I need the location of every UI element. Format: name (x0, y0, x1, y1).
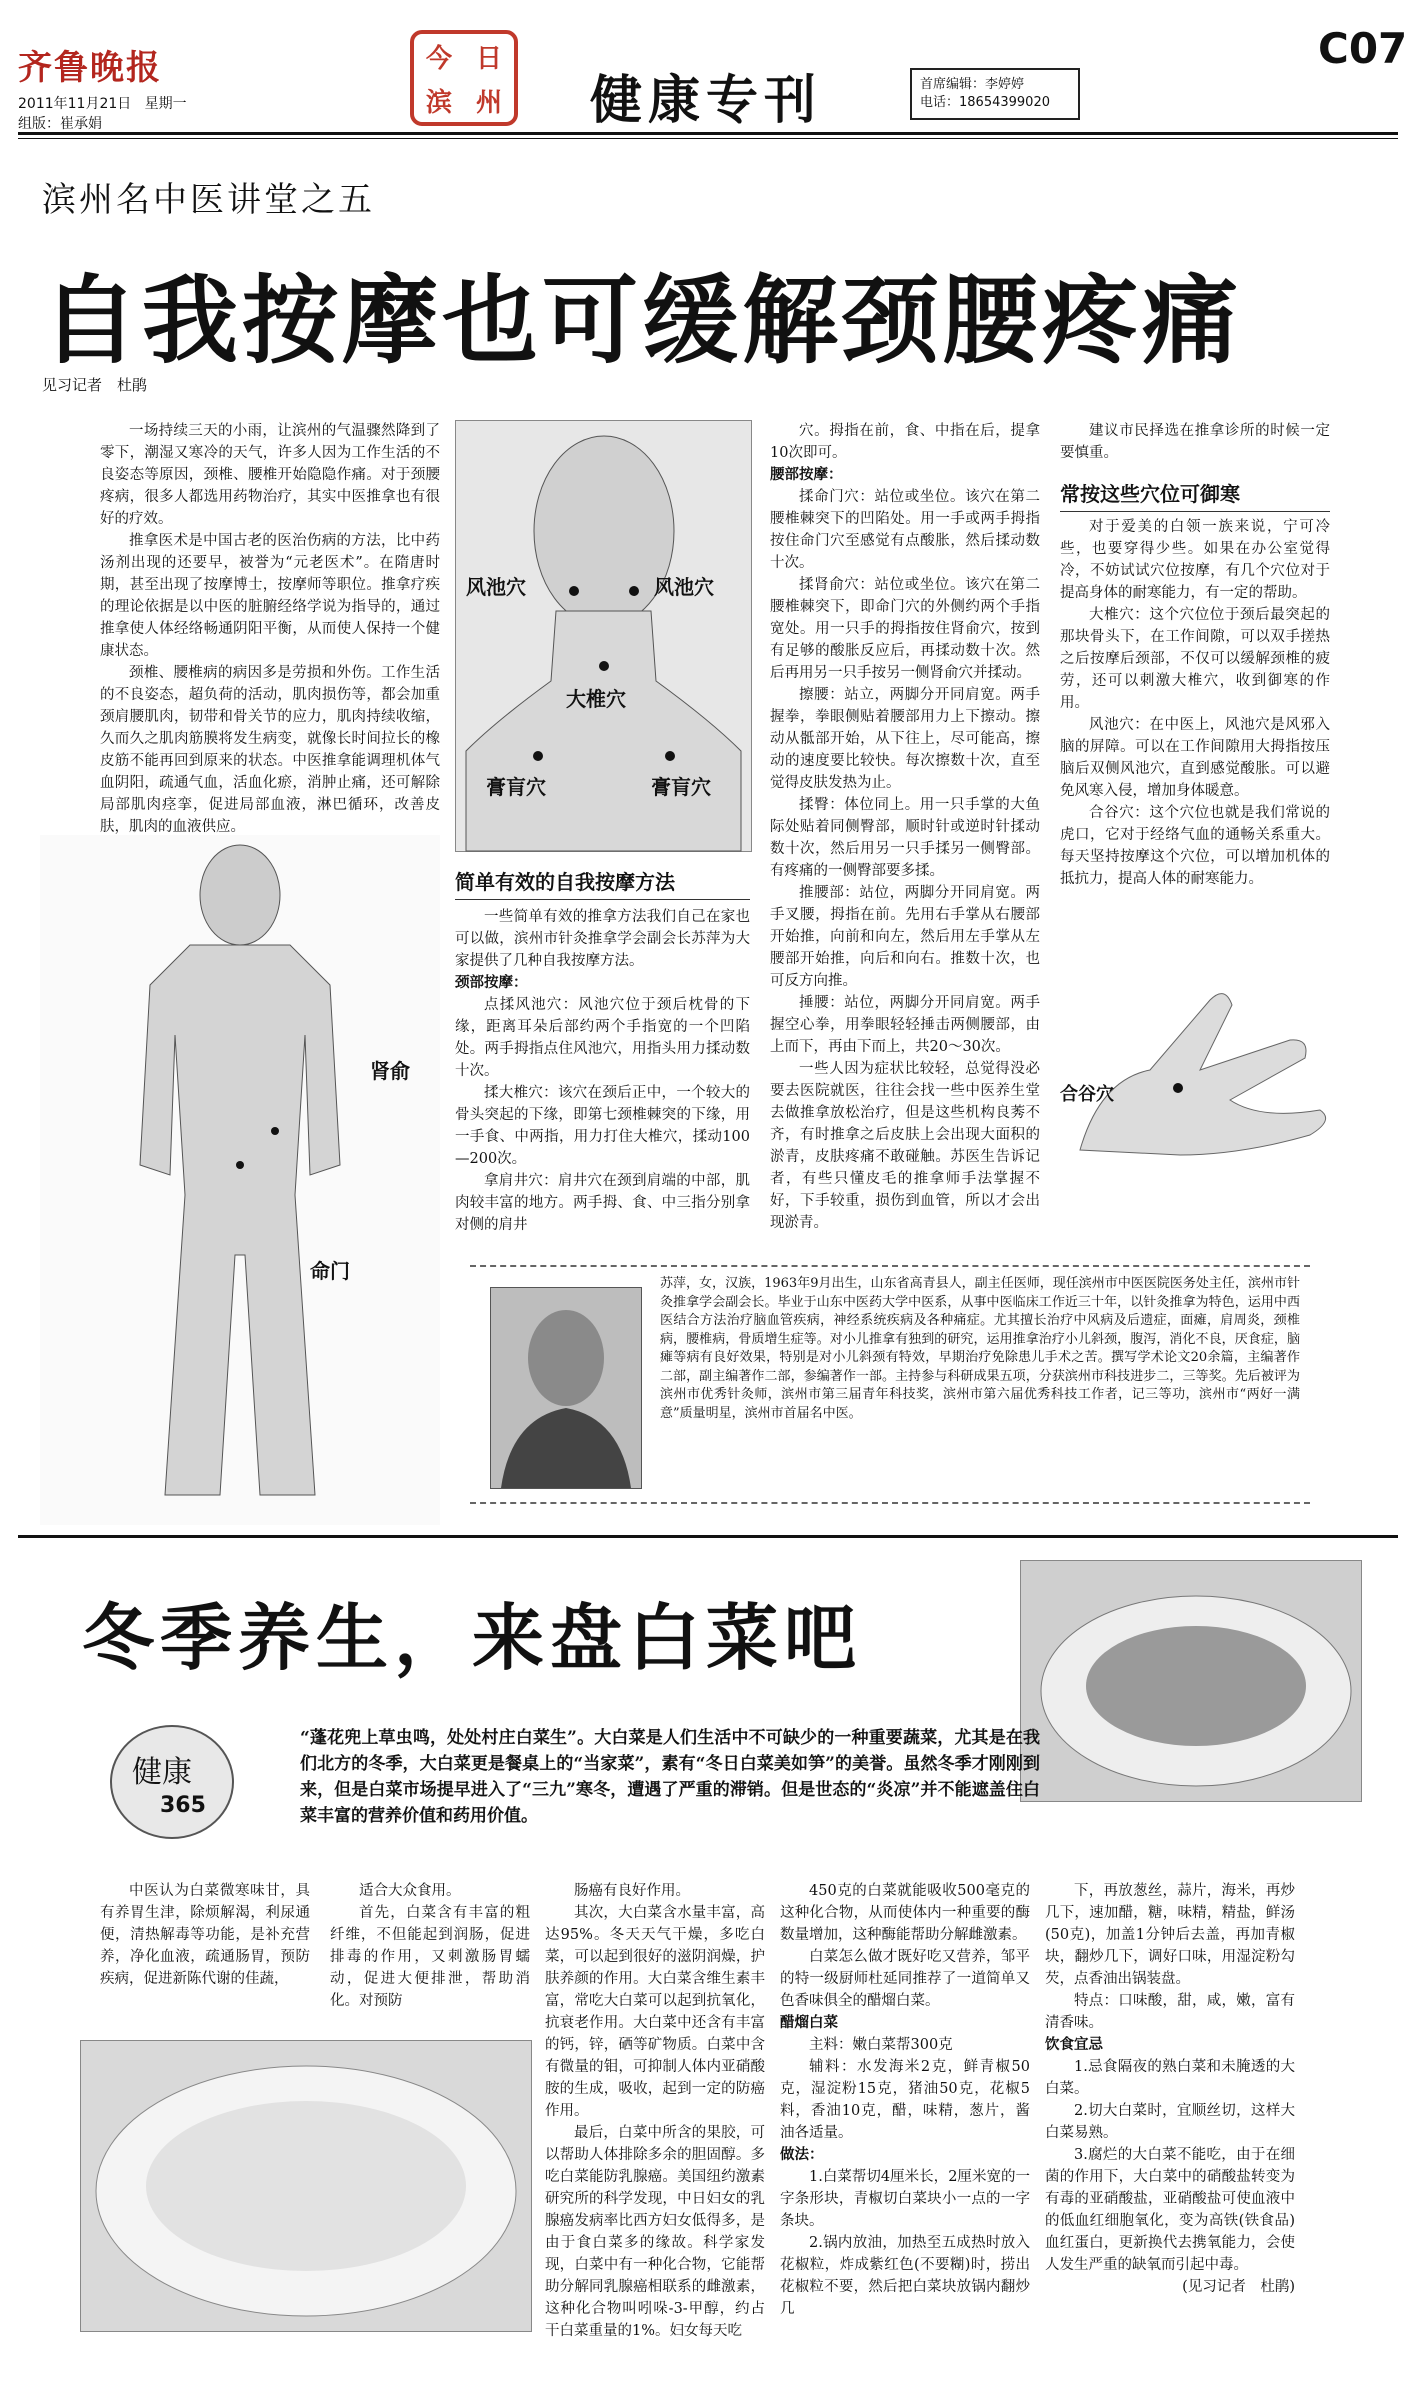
body-acupoint-figure (40, 835, 440, 1525)
article1-column-4-top: 建议市民择选在推拿诊所的时候一定要慎重。 (1060, 423, 1330, 461)
section-title: 健康专刊 (590, 70, 823, 131)
article1-column-4: 对于爱美的白领一族来说，宁可冷些，也要穿得少些。如果在办公室觉得冷，不妨试试穴位按摩，有几个穴位对于提高身体的耐寒能力，有一定的帮助。 大椎穴：这个穴位位于颈后最突起的那块骨头下，在工作间隙，可以双手搓热之后按摩后颈部，不仅可以缓解颈椎的疲劳，还可以刺激大椎穴，收到御寒的作用。 风池穴：在中医上，风池穴是风邪入脑的屏障。可以在工作间隙用大拇指按压脑后双侧风池穴，直到感觉酸胀。可以避免风寒入侵，增加身体暖意。 合谷穴：这个穴位也就是我们常说的虎口，它对于经络气血的通畅关系重大。每天坚持按摩这个穴位，可以增加机体的抵抗力，提高人体的耐寒能力。 (1060, 519, 1330, 887)
editor-phone: 电话：18654399020 (920, 95, 1050, 110)
label-fengchi-right: 风池穴 (654, 575, 714, 599)
issue-info (18, 94, 187, 134)
label-gaohuang-right: 膏肓穴 (651, 775, 711, 799)
label-dazhui: 大椎穴 (566, 687, 626, 711)
article2-column-3: 肠癌有良好作用。 其次，大白菜含水量丰富，高达95%。冬天天气干燥，多吃白菜，可以起到很好的滋阴润燥，护肤养颜的作用。大白菜含维生素丰富，常吃大白菜可以起到抗氧化，抗衰老作用。大白菜中还含有丰富的钙，锌，硒等矿物质。白菜中含有微量的钼，可抑制人体内亚硝酸胺的生成，吸收，起到一定的防癌作用。 最后，白菜中所含的果胶，可以帮助人体排除多余的胆固醇。多吃白菜能防乳腺癌。美国纽约激素研究所的科学发现，中日妇女的乳腺癌发病率比西方妇女低得多，是由于食白菜多的缘故。科学家发现，白菜中有一种化合物，它能帮助分解同乳腺癌相联系的雌激素，这种化合物叫吲哚-3-甲醇，约占干白菜重量的1%。妇女每天吃 (545, 1883, 765, 2339)
hand-acupoint-figure (1060, 960, 1340, 1155)
cabbage-bowl-photo (80, 2040, 532, 2332)
article-byline: 见习记者 杜鹃 (42, 376, 148, 394)
label-fengchi-left: 风池穴 (466, 575, 526, 599)
article2-intro: “蓬花兜上草虫鸣，处处村庄白菜生”。大白菜是人们生活中不可缺少的一种重要蔬菜，尤其是在我们北方的冬季，大白菜更是餐桌上的“当家菜”，素有“冬日白菜美如笋”的美誉。虽然冬季才刚刚到来，但是白菜市场提早进入了“三九”寒冬，遭遇了严重的滞销。但是世态的“炎凉”并不能遮盖住白菜丰富的营养价值和药用价值。 (300, 1728, 1040, 1826)
doctor-photo (490, 1287, 642, 1489)
header-rule-thin (18, 138, 1398, 139)
chief-editor: 首席编辑：李婷婷 (920, 77, 1025, 92)
article-headline: 自我按摩也可缓解颈腰疼痛 (42, 265, 1242, 377)
label-shenshu: 肾俞 (370, 1059, 410, 1083)
newspaper-logo: 齐鲁晚报 (18, 48, 162, 88)
body-illustration (40, 835, 440, 1525)
article2-column-1: 中医认为白菜微寒味甘，具有养胃生津，除烦解渴，利尿通便，清热解毒等功能，是补充营养，净化血液，疏通肠胃，预防疾病，促进新陈代谢的佳蔬， (100, 1883, 310, 1987)
label-mingmen: 命门 (310, 1259, 350, 1283)
issue-date: 2011年11月21日 (18, 96, 132, 112)
article2-column-4: 450克的白菜就能吸收500毫克的这种化合物，从而使体内一种重要的酶数量增加，这种酶能帮助分解雌激素。 白菜怎么做才既好吃又营养，邹平的特一级厨师杜延同推荐了一道简单又色香味俱全的醋熘白菜。 醋熘白菜 主料：嫩白菜帮300克 辅料：水发海米2克，鲜青椒50克，湿淀粉15克，猪油50克，花椒5料，香油10克，醋，味精，葱片，酱油各适量。 做法： 1.白菜帮切4厘米长，2厘米宽的一字条形块，青椒切白菜块小一点的一字条块。 2.锅内放油，加热至五成热时放入花椒粒，炸成紫红色(不要糊)时，捞出花椒粒不要，然后把白菜块放锅内翻炒几 (780, 1883, 1030, 2317)
article2-column-2: 适合大众食用。 首先，白菜含有丰富的粗纤维，不但能起到润肠，促进排毒的作用，又刺激肠胃蠕动，促进大便排泄，帮助消化。对预防 (330, 1883, 530, 2009)
header-rule (18, 132, 1398, 135)
doctor-bio-text: 苏萍，女，汉族，1963年9月出生，山东省高青县人，副主任医师，现任滨州市中医医院医务处主任，滨州市针灸推拿学会副会长。毕业于山东中医药大学中医系，从事中医临床工作近三十年，以针灸推拿为特色，运用中西医结合方法治疗脑血管疾病，神经系统疾病及各种痛症。尤其擅长治疗中风病及后遗症，面瘫，肩周炎，颈椎病，腰椎病，骨质增生症等。对小儿推拿有独到的研究，运用推拿治疗小儿斜颈，腹泻，消化不良，厌食症，脑瘫等病有良好效果，特别是对小儿斜颈有特效，早期治疗免除患儿手术之苦。撰写学术论文20余篇，主编著作二部，副主编著作二部，参编著作一部。主持参与科研成果五项，分获滨州市科技进步二，三等奖。先后被评为滨州市优秀针灸师，滨州市第三届青年科技奖，滨州市第六届优秀科技工作者，记三等功，滨州市“两好一满意”质量明星，滨州市首届名中医。 (660, 1276, 1300, 1421)
label-hegu: 合谷穴 (1060, 1084, 1114, 1105)
bowl-illustration (81, 2041, 531, 2331)
jinri-binzhou-seal: 今 日 滨 州 (410, 30, 518, 126)
editor-box (910, 68, 1080, 120)
article1-column-1: 一场持续三天的小雨，让滨州的气温骤然降到了零下，潮湿又寒冷的天气，许多人因为工作生活的不良姿态等原因，颈椎、腰椎开始隐隐作痛。对于颈腰疼病，很多人都选用药物治疗，其实中医推拿也有很好的疗效。 推拿医术是中国古老的医治伤病的方法，比中药汤剂出现的还要早，被誉为“元老医术”。在隋唐时期，甚至出现了按摩博士，按摩师等职位。推拿疗疾的理论依据是以中医的脏腑经络学说为指导的，通过推拿使人体经络畅通阴阳平衡，从而使人保持一个健康状态。 颈椎、腰椎病的病因多是劳损和外伤。工作生活的不良姿态，超负荷的活动，肌肉损伤等，都会加重颈肩腰肌肉，韧带和骨关节的应力，肌肉持续收缩，久而久之肌肉筋膜将发生病变，就像长时间拉长的橡皮筋不能再回到原来的状态。中医推拿能调理机体气血阴阳，疏通气血，活血化瘀，消肿止痛，还可解除局部肌肉痉挛，促进局部血液，淋巴循环，改善皮肤，肌肉的血液供应。 (100, 423, 440, 835)
article2-headline: 冬季养生，来盘白菜吧 (82, 1596, 863, 1680)
article-kicker: 滨州名中医讲堂之五 (42, 180, 375, 220)
subhead-simple: 简单有效的自我按摩方法 (455, 866, 750, 900)
page-number: C07 (1318, 24, 1408, 73)
issue-weekday: 星期一 (144, 96, 187, 112)
dish-illustration (1021, 1561, 1361, 1801)
doctor-bio-box (470, 1265, 1310, 1504)
subhead-points: 常按这些穴位可御寒 (1060, 478, 1330, 512)
layout-editor: 组版：崔承娟 (18, 116, 102, 132)
neck-acupoint-figure (455, 420, 752, 852)
article1-column-3: 穴。拇指在前，食、中指在后，提拿10次即可。 腰部按摩： 揉命门穴：站位或坐位。该穴在第二腰椎棘突下的凹陷处。用一手或两手拇指按住命门穴至感觉有点酸胀，然后揉动数十次。 揉肾俞穴：站位或坐位。该穴在第二腰椎棘突下，即命门穴的外侧约两个手指宽处。用一只手的拇指按住肾俞穴，按到有足够的酸胀反应后，再揉动数十次。然后再用另一只手按另一侧肾俞穴并揉动。 擦腰：站立，两脚分开同肩宽。两手握拳，拳眼侧贴着腰部用力上下擦动。擦动从骶部开始，从下往上，尽可能高，擦动的速度要比较快。每次擦数十次，直至觉得皮肤发热为止。 揉臀：体位同上。用一只手掌的大鱼际处贴着同侧臀部，顺时针或逆时针揉动数十次，然后用另一只手揉另一侧臀部。有疼痛的一侧臀部要多揉。 推腰部：站位，两脚分开同肩宽。两手叉腰，拇指在前。先用右手掌从右腰部开始推，向前和向左，然后用左手掌从左腰部开始推，向后和向右。推数十次，也可反方向推。 捶腰：站位，两脚分开同肩宽。两手握空心拳，用拳眼轻轻捶击两侧腰部，由上而下，再由下而上，共20～30次。 一些人因为症状比较轻，总觉得没必要去医院就医，往往会找一些中医养生堂去做推拿放松治疗，但是这些机构良莠不齐，有时推拿之后皮肤上会出现大面积的淤青，皮肤疼痛不敢碰触。苏医生告诉记者，有些只懂皮毛的推拿师手法掌握不好，下手较重，损伤到血管，所以才会出现淤青。 (770, 423, 1040, 1231)
cabbage-dish-photo (1020, 1560, 1362, 1802)
article-divider (18, 1535, 1398, 1538)
article1-column-2: 一些简单有效的推拿方法我们自己在家也可以做，滨州市针灸推拿学会副会长苏萍为大家提供了几种自我按摩方法。 颈部按摩： 点揉风池穴：风池穴位于颈后枕骨的下缘，距离耳朵后部约两个手指宽的一个凹陷处。两手拇指点住风池穴，用指头用力揉动数十次。 揉大椎穴：该穴在颈后正中，一个较大的骨头突起的下缘，即第七颈椎棘突的下缘，用一手食、中两指，用力打住大椎穴，揉动100—200次。 拿肩井穴：肩井穴在颈到肩端的中部，肌肉较丰富的地方。两手拇、食、中三指分别拿对侧的肩井 (455, 909, 750, 1233)
article2-column-5: 下，再放葱丝，蒜片，海米，再炒几下，速加醋，糖，味精，精盐，鲜汤(50克)，加盖1分钟后去盖，再加青椒块，翻炒几下，调好口味，用湿淀粉勾芡，点香油出锅装盘。 特点：口味酸，甜，咸，嫩，富有清香味。 饮食宜忌 1.忌食隔夜的熟白菜和未腌透的大白菜。 2.切大白菜时，宜顺丝切，这样大白菜易熟。 3.腐烂的大白菜不能吃，由于在细菌的作用下，大白菜中的硝酸盐转变为有毒的亚硝酸盐，亚硝酸盐可使血液中的低血红细胞氧化，变为高铁(铁食品)血红蛋白，更新换代去携氧能力，会使人发生严重的缺氧而引起中毒。 (见习记者 杜鹃) (1045, 1883, 1295, 2295)
label-gaohuang-left: 膏肓穴 (486, 775, 546, 799)
health-365-badge: 健康 365 (110, 1725, 234, 1839)
hand-illustration (1060, 960, 1340, 1155)
